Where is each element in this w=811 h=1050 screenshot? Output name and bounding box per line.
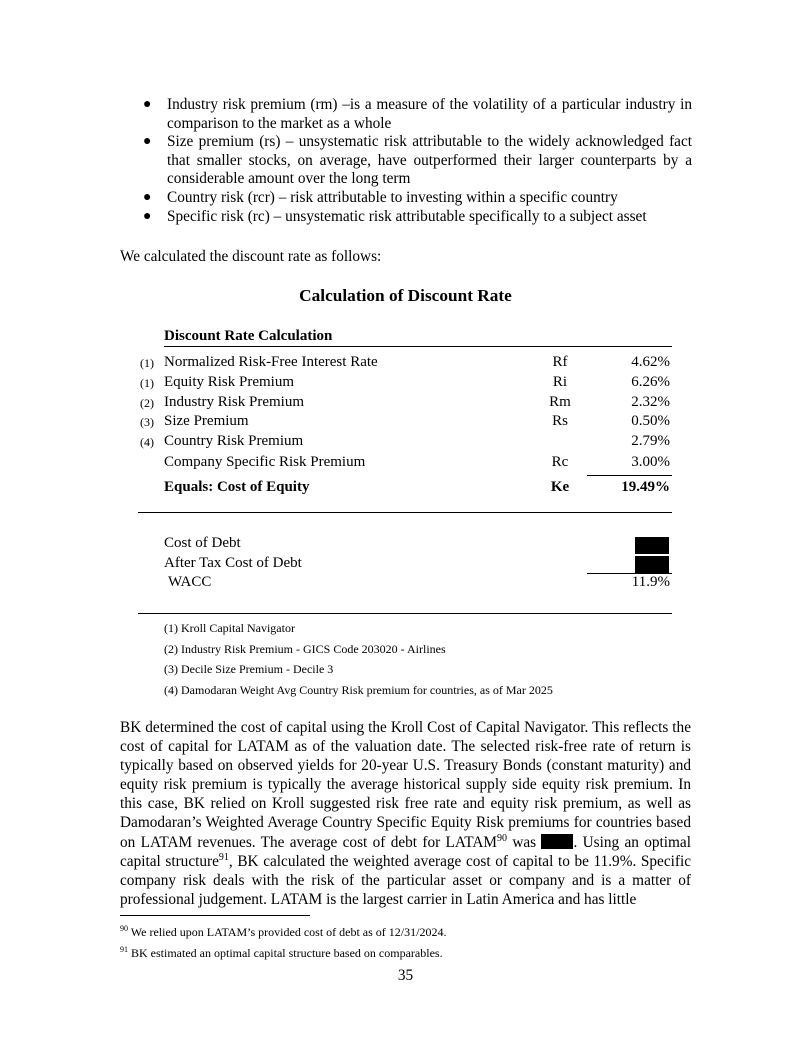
redaction-box bbox=[541, 834, 573, 849]
header-rule bbox=[164, 346, 672, 347]
total-row: Equals: Cost of Equity Ke 19.49% bbox=[164, 479, 670, 495]
table-row: (2) Industry Risk Premium Rm 2.32% bbox=[140, 394, 670, 410]
bullet-icon: ● bbox=[143, 208, 152, 224]
table-row: (4) Country Risk Premium 2.79% bbox=[140, 433, 670, 449]
table-bottom-rule bbox=[138, 613, 672, 614]
section-rule bbox=[138, 512, 672, 513]
page-number: 35 bbox=[397, 967, 414, 984]
table-notes bbox=[164, 618, 553, 700]
table-row: (3) Size Premium Rs 0.50% bbox=[140, 413, 670, 429]
footnotes bbox=[120, 920, 446, 962]
bullet-icon: ● bbox=[143, 134, 152, 150]
redaction-box bbox=[635, 556, 669, 573]
footnote-ref-90[interactable]: 90 bbox=[496, 832, 507, 844]
bullet-item: ● Industry risk premium (rm) –is a measure of the volatility of a particular industry in comparison to the market as a whole bbox=[143, 96, 692, 132]
table-row: (1) Normalized Risk-Free Interest Rate Rf 4.62% bbox=[140, 354, 670, 370]
table-note: (3) Decile Size Premium - Decile 3 bbox=[164, 662, 334, 676]
bullet-icon: ● bbox=[143, 189, 152, 205]
bullet-icon: ● bbox=[143, 97, 152, 112]
body-paragraph: BK determined the cost of capital using the Kroll Cost of Capital Navigator. This reflects the cost of capital for LATAM as of the valuation date. The selected risk-free rate of return is typically based on observed yields for 20-year U.S. Treasury Bonds (constant maturity) and equity risk premium is typically the average historical supply side equity risk premium. In this case, BK relied on Kroll suggested risk free rate and equity risk premium, as well as Damodaran’s Weighted Average Country Specific Equity Risk premiums for countries based on LATAM revenues. The average cost of debt for LATAM$^{90}$ was . Using an optimal capital structure$^{91}$, BK calculated the weighted average cost of capital to be 11.9%. Specific company risk deals with the risk of the particular asset or company and is a matter of professional judgement. LATAM is the largest carrier in Latin America and has little bbox=[120, 719, 692, 908]
footnote-ref-91[interactable]: 91 bbox=[218, 851, 229, 863]
redaction-box bbox=[635, 537, 669, 554]
risk-bullet-list bbox=[140, 96, 692, 226]
table-note: (4) Damodaran Weight Avg Country Risk premium for countries, as of Mar 2025 bbox=[164, 682, 553, 697]
table-row: (1) Equity Risk Premium Ri 6.26% bbox=[140, 374, 670, 390]
table-note: (1) Kroll Capital Navigator bbox=[164, 621, 295, 635]
wacc-row: WACC 11.9% bbox=[168, 574, 670, 590]
table-header: Discount Rate Calculation bbox=[164, 328, 333, 344]
lead-text: We calculated the discount rate as follows: bbox=[120, 248, 382, 265]
bullet-item: ● Country risk (rcr) – risk attributable to investing within a specific country bbox=[143, 188, 618, 206]
footnote-separator bbox=[120, 915, 310, 916]
cost-of-debt-row: Cost of Debt bbox=[164, 535, 241, 551]
table-title: Calculation of Discount Rate bbox=[299, 286, 512, 305]
table-row: Company Specific Risk Premium Rc 3.00% bbox=[164, 454, 670, 470]
after-tax-debt-row: After Tax Cost of Debt bbox=[164, 555, 302, 571]
subtotal-rule bbox=[587, 475, 672, 476]
bullet-item: ● Specific risk (rc) – unsystematic risk attributable specifically to a subject asset bbox=[143, 207, 647, 225]
bullet-item: ● Size premium (rs) – unsystematic risk attributable to the widely acknowledged fact that smaller stocks, on average, have outperformed their larger counterparts by a considerable amount over the long term bbox=[143, 133, 692, 188]
footnote: $^{90}$ We relied upon LATAM’s provided cost of debt as of 12/31/2024. bbox=[120, 924, 447, 939]
table-note: (2) Industry Risk Premium - GICS Code 203020 - Airlines bbox=[164, 641, 446, 656]
footnote: $^{91}$ BK estimated an optimal capital structure based on comparables. bbox=[120, 945, 443, 960]
